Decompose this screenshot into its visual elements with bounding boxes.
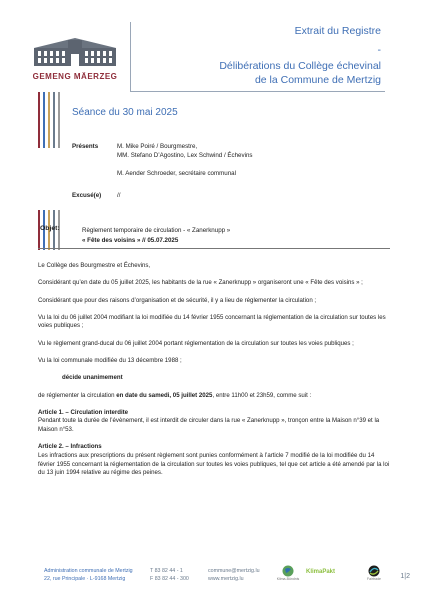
objet-label: Objet: — [40, 225, 60, 232]
header-title-line2: de la Commune de Mertzig — [254, 74, 381, 86]
paragraph-decision — [38, 392, 390, 401]
globe-icon — [282, 565, 294, 577]
fairtrade-logo — [362, 565, 386, 581]
page-number: 1|2 — [400, 573, 410, 580]
klima-buendnis-label: Klima-Bündnis — [276, 577, 300, 581]
presents-line1: M. Mike Poiré / Bourgmestre, — [117, 143, 198, 150]
decision-text-post: , entre 11h00 et 23h59, comme suit : — [212, 391, 312, 399]
header-dash: - — [377, 44, 381, 56]
decorative-stripes-top — [38, 92, 62, 148]
fairtrade-icon — [368, 565, 380, 577]
document-header — [130, 22, 385, 92]
fairtrade-label: Fairtrade — [366, 577, 381, 581]
footer-contact — [208, 567, 260, 583]
excuses-value: // — [117, 192, 121, 199]
footer-address — [44, 567, 133, 583]
paragraph-vu-3: Vu la loi communale modifiée du 13 décembre 1988 ; — [38, 357, 182, 364]
footer-website[interactable]: www.mertzig.lu — [208, 576, 244, 582]
logo-wordmark: GEMENG MÄERZEG — [32, 72, 118, 81]
paragraph-considerant-2: Considérant que pour des raisons d’organisation et de sécurité, il y a lieu de réglementer la circulation ; — [38, 296, 317, 304]
municipal-logo — [32, 36, 118, 86]
footer-phone-number: T 83 82 44 - 1 — [150, 568, 183, 574]
excuses-label: Excusé(e) — [72, 192, 102, 199]
klimapakt-logo: KlimaPakt — [306, 569, 336, 575]
article-1-title: Article 1. – Circulation interdite — [38, 408, 129, 416]
footer-fax-number: F 83 82 44 - 300 — [150, 576, 189, 582]
session-date: Séance du 30 mai 2025 — [72, 107, 178, 118]
objet-line2: « Fête des voisins » // 05.07.2025 — [82, 237, 179, 244]
objet-line1: Règlement temporaire de circulation - « Zanerknupp » — [82, 227, 231, 234]
footer-street: 22, rue Principale · L-9168 Mertzig — [44, 576, 126, 582]
article-2-text: Les infractions aux prescriptions du présent règlement sont punies conformément à l’article 7 modifié de la loi modifiée du 14 février 1955 concernant la réglementation de la circulation sur toutes les voies publiques, tel que cet article a été amendé par la loi du 13 juin 1994 relative au régime des peines. — [38, 451, 390, 477]
footer-admin-name: Administration communale de Mertzig — [44, 568, 133, 574]
register-title: Extrait du Registre — [294, 25, 381, 37]
decision-statement: décide unanimement — [62, 374, 123, 382]
paragraph-considerant-1: Considérant qu’en date du 05 juillet 2025, les habitants de la rue « Zanerknupp » organiseront une « Fête des voisins » ; — [38, 279, 363, 287]
article-2-title: Article 2. – Infractions — [38, 443, 102, 451]
objet-subject — [82, 226, 230, 246]
decision-date: en date du samedi, 05 juillet 2025 — [116, 391, 213, 399]
footer-email[interactable]: commune@mertzig.lu — [208, 568, 260, 574]
paragraph-vu-2: Vu le règlement grand-ducal du 06 juillet 2004 portant réglementation de la circulation sur toutes les voies publiques ; — [38, 339, 354, 347]
paragraph-vu-1: Vu la loi du 06 juillet 2004 modifiant la loi modifiée du 14 février 1955 concernant la réglementation de la circulation sur toutes les voies publiques ; — [38, 313, 386, 330]
decision-text-pre: de réglementer la circulation — [38, 391, 117, 399]
divider — [38, 248, 390, 249]
presents-line2: MM. Stefano D’Agostino, Lex Schwind / Échevins — [117, 152, 253, 159]
deliberation-body — [38, 262, 390, 486]
klima-buendnis-logo — [276, 565, 300, 581]
paragraph-intro: Le Collège des Bourgmestre et Échevins, — [38, 262, 151, 269]
footer-phone — [150, 567, 189, 583]
header-title-line1: Délibérations du Collège échevinal — [219, 60, 381, 72]
presents-label: Présents — [72, 143, 99, 150]
secretary: M. Aender Schroeder, secrétaire communal — [117, 170, 236, 177]
town-hall-icon — [32, 36, 118, 68]
article-1-text: Pendant toute la durée de l’évènement, il est interdit de circuler dans la rue « Zanerknupp », tronçon entre la Maison n°39 et la Maison n°53. — [38, 417, 380, 434]
